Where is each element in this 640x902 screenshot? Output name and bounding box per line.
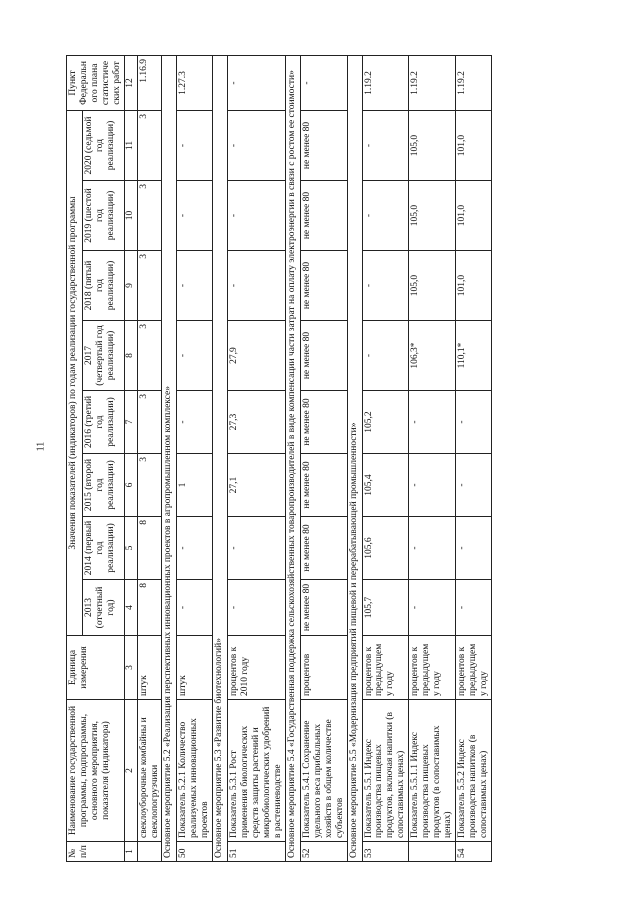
value-2017: - bbox=[362, 321, 409, 391]
value-2016: - bbox=[409, 391, 456, 454]
value-2019: 105,0 bbox=[409, 181, 456, 251]
value-2018: 105,0 bbox=[409, 251, 456, 321]
table-row bbox=[455, 55, 491, 861]
value-2014: - bbox=[177, 517, 213, 580]
row-num: 52 bbox=[300, 842, 347, 862]
value-2018: - bbox=[362, 251, 409, 321]
col-number: 3 bbox=[124, 636, 137, 700]
col-number: 9 bbox=[124, 251, 137, 321]
row-name: Показатель 5.5.1 Индекс производства пищевых продуктов, включая напитки (в сопоставимых ценах) bbox=[362, 700, 409, 842]
value-2016: 27,3 bbox=[228, 391, 286, 454]
value-2020: 105,0 bbox=[409, 110, 456, 180]
section-row bbox=[213, 55, 228, 861]
mark-2014: 8 bbox=[137, 517, 162, 580]
row-unit: процентов к предыдущему году bbox=[455, 636, 491, 700]
table-row bbox=[228, 55, 286, 861]
value-2018: - bbox=[228, 251, 286, 321]
value-2014: - bbox=[228, 517, 286, 580]
row-pfsr: 1.27.3 bbox=[177, 55, 213, 110]
value-2013: - bbox=[409, 580, 456, 636]
row-name: Показатель 5.4.1 Сохранение удельного веса прибыльных хозяйств в общем количестве субъектов bbox=[300, 700, 347, 842]
row-pfsr: 1.16.9 bbox=[137, 55, 162, 110]
row-pfsr: 1.19.2 bbox=[455, 55, 491, 110]
table-row bbox=[137, 55, 162, 861]
value-2020: - bbox=[228, 110, 286, 180]
header-pfsr: Пункт Федерального плана статистических работ bbox=[67, 55, 125, 110]
row-pfsr: - bbox=[300, 55, 347, 110]
value-2013: не менее 80 bbox=[300, 580, 347, 636]
col-number: 10 bbox=[124, 181, 137, 251]
col-number: 6 bbox=[124, 454, 137, 517]
row-unit: штук bbox=[137, 636, 162, 700]
value-2020: не менее 80 bbox=[300, 110, 347, 180]
row-unit: процентов к предыдущему году bbox=[409, 636, 456, 700]
value-2018: 101,0 bbox=[455, 251, 491, 321]
row-num: 50 bbox=[177, 842, 213, 862]
value-2019: не менее 80 bbox=[300, 181, 347, 251]
section-title: Основное мероприятие 5.3 «Развитие биотехнологий» bbox=[213, 55, 228, 861]
header-name: Наименование государственной программы, подпрограммы, основного мероприятия, показателя (индикатора) bbox=[67, 700, 125, 842]
value-2013: 105,7 bbox=[362, 580, 409, 636]
value-2015: не менее 80 bbox=[300, 454, 347, 517]
value-2017: 27,9 bbox=[228, 321, 286, 391]
value-2016: 105,2 bbox=[362, 391, 409, 454]
col-number: 11 bbox=[124, 110, 137, 180]
table-row bbox=[362, 55, 409, 861]
row-name: Показатель 5.5.2 Индекс производства напитков (в сопоставимых ценах) bbox=[455, 700, 491, 842]
row-num: 54 bbox=[455, 842, 491, 862]
table-row bbox=[409, 55, 456, 861]
value-2020: 101,0 bbox=[455, 110, 491, 180]
mark-2017: 3 bbox=[137, 321, 162, 391]
value-2017: не менее 80 bbox=[300, 321, 347, 391]
row-num bbox=[409, 842, 456, 862]
col-number: 2 bbox=[124, 700, 137, 842]
row-pfsr: - bbox=[228, 55, 286, 110]
value-2019: - bbox=[362, 181, 409, 251]
header-2015: 2015 (второй год реализации) bbox=[83, 454, 124, 517]
col-number: 7 bbox=[124, 391, 137, 454]
value-2019: - bbox=[177, 181, 213, 251]
value-2013: - bbox=[177, 580, 213, 636]
value-2016: - bbox=[177, 391, 213, 454]
section-title: Основное мероприятие 5.5 «Модернизация предприятий пищевой и перерабатывающей промышленности» bbox=[347, 55, 362, 861]
value-2015: - bbox=[455, 454, 491, 517]
value-2013: 8 bbox=[137, 580, 162, 636]
value-2015: 1 bbox=[177, 454, 213, 517]
value-2019: - bbox=[228, 181, 286, 251]
value-2014: не менее 80 bbox=[300, 517, 347, 580]
section-title: Основное мероприятие 5.2 «Реализация перспективных инновационных проектов в агропромышленном комплексе» bbox=[162, 55, 177, 861]
value-2018: - bbox=[177, 251, 213, 321]
section-row bbox=[162, 55, 177, 861]
col-number: 12 bbox=[124, 55, 137, 110]
indicators-table bbox=[66, 55, 492, 862]
mark-2015: 3 bbox=[137, 454, 162, 517]
value-2013: - bbox=[228, 580, 286, 636]
section-row bbox=[285, 55, 300, 861]
value-2015: 27,1 bbox=[228, 454, 286, 517]
mark-2020: 3 bbox=[137, 110, 162, 180]
page-number: 11 bbox=[35, 441, 47, 452]
row-unit: процентов bbox=[300, 636, 347, 700]
mark-2018: 3 bbox=[137, 251, 162, 321]
row-num: 51 bbox=[228, 842, 286, 862]
header-2013: 2013 (отчетный год) bbox=[83, 580, 124, 636]
header-2016: 2016 (третий год реализации) bbox=[83, 391, 124, 454]
value-2018: не менее 80 bbox=[300, 251, 347, 321]
header-values-group: Значения показателей (индикаторов) по годам реализации государственной программы bbox=[67, 110, 83, 635]
header-2019: 2019 (шестой год реализации) bbox=[83, 181, 124, 251]
rotated-table-wrapper bbox=[66, 56, 614, 862]
header-unit: Единица измерения bbox=[67, 636, 125, 700]
table-row bbox=[300, 55, 347, 861]
header-2014: 2014 (первый год реализации) bbox=[83, 517, 124, 580]
row-num: 53 bbox=[362, 842, 409, 862]
value-2020: - bbox=[362, 110, 409, 180]
value-2014: - bbox=[409, 517, 456, 580]
header-2018: 2018 (пятый год реализации) bbox=[83, 251, 124, 321]
row-unit: процентов к 2010 году bbox=[228, 636, 286, 700]
value-2017: 110,1* bbox=[455, 321, 491, 391]
row-pfsr: 1.19.2 bbox=[362, 55, 409, 110]
row-name: Показатель 5.3.1 Рост применения биологических средств защиты растений и микробиологических удобрений в растениеводстве bbox=[228, 700, 286, 842]
value-2014: 105,6 bbox=[362, 517, 409, 580]
value-2019: 101,0 bbox=[455, 181, 491, 251]
col-number: 4 bbox=[124, 580, 137, 636]
mark-2016: 3 bbox=[137, 391, 162, 454]
value-2015: 105,4 bbox=[362, 454, 409, 517]
col-number: 1 bbox=[124, 842, 137, 862]
value-2017: - bbox=[177, 321, 213, 391]
value-2013: - bbox=[455, 580, 491, 636]
col-number: 5 bbox=[124, 517, 137, 580]
header-2020: 2020 (седьмой год реализации) bbox=[83, 110, 124, 180]
row-name: Показатель 5.5.1.1 Индекс производства пищевых продуктов (в сопоставимых ценах) bbox=[409, 700, 456, 842]
column-number-row bbox=[124, 55, 137, 861]
header-row-1 bbox=[67, 55, 83, 861]
header-2017: 2017 (четвертый год реализации) bbox=[83, 321, 124, 391]
value-2014: - bbox=[455, 517, 491, 580]
row-pfsr: 1.19.2 bbox=[409, 55, 456, 110]
mark-2019: 3 bbox=[137, 181, 162, 251]
col-number: 8 bbox=[124, 321, 137, 391]
value-2016: не менее 80 bbox=[300, 391, 347, 454]
header-num: № п/п bbox=[67, 842, 125, 862]
row-unit: процентов к предыдущему году bbox=[362, 636, 409, 700]
table-row bbox=[177, 55, 213, 861]
row-name: свеклоуборочные комбайны и свеклопогрузчики bbox=[137, 700, 162, 842]
value-2020: - bbox=[177, 110, 213, 180]
value-2017: 106,3* bbox=[409, 321, 456, 391]
value-2015: - bbox=[409, 454, 456, 517]
value-2016: - bbox=[455, 391, 491, 454]
section-title: Основное мероприятие 5.4 «Государственная поддержка сельскохозяйственных товаропроизводителей в виде компенсации части затрат на оплату электроэнергии в связи с ростом ее стоимости» bbox=[285, 55, 300, 861]
row-name: Показатель 5.2.1 Количество реализуемых инновационных проектов bbox=[177, 700, 213, 842]
section-row bbox=[347, 55, 362, 861]
row-unit: штук bbox=[177, 636, 213, 700]
